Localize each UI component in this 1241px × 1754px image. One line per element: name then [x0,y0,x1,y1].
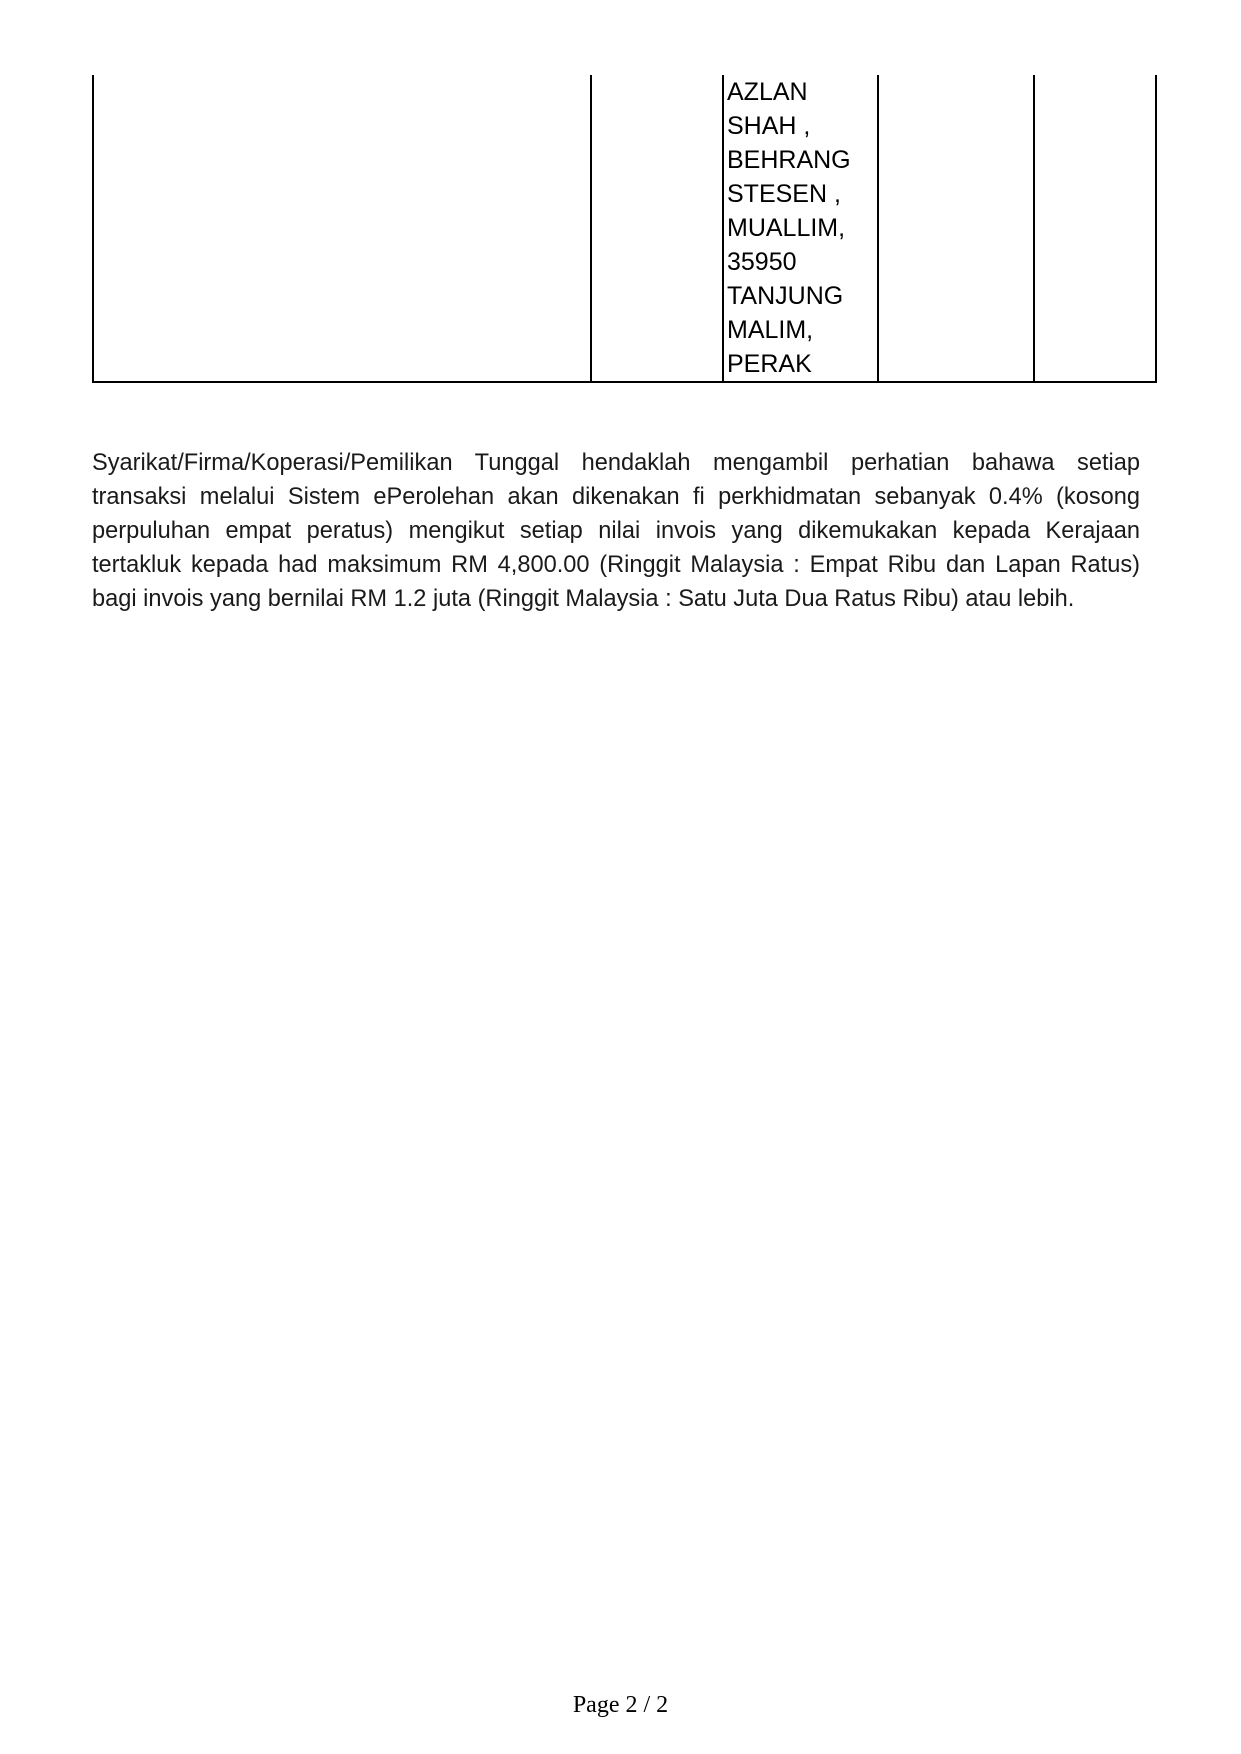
address-line: 35950 [727,248,797,276]
table-cell-empty [93,75,591,382]
table-cell-empty [591,75,723,382]
service-fee-notice: Syarikat/Firma/Koperasi/Pemilikan Tunggal hendaklah mengambil perhatian bahawa setiap transaksi melalui Sistem ePerolehan akan dikenakan fi perkhidmatan sebanyak 0.4% (kosong perpuluhan empat peratus) mengikut setiap nilai invois yang dikemukakan kepada Kerajaan tertakluk kepada had maksimum RM 4,800.00 (Ringgit Malaysia : Empat Ribu dan Lapan Ratus) bagi invois yang bernilai RM 1.2 juta (Ringgit Malaysia : Satu Juta Dua Ratus Ribu) atau lebih. [92,450,1140,612]
address-line: AZLAN [727,78,808,106]
address-line: MALIM, [727,316,814,344]
table-cell-empty [1034,75,1156,382]
address-line: SHAH , [727,112,811,140]
address-line: BEHRANG [727,146,851,174]
table-cell-empty [878,75,1034,382]
supplier-table-continuation [92,75,1157,383]
address-line: STESEN , [727,180,841,208]
address-line: TANJUNG [727,282,844,310]
page-number: Page 2 / 2 [572,1692,669,1718]
address-line: MUALLIM, [727,214,846,242]
address-cell [723,75,878,382]
table-row [93,75,1156,382]
address-line: PERAK [727,350,812,378]
